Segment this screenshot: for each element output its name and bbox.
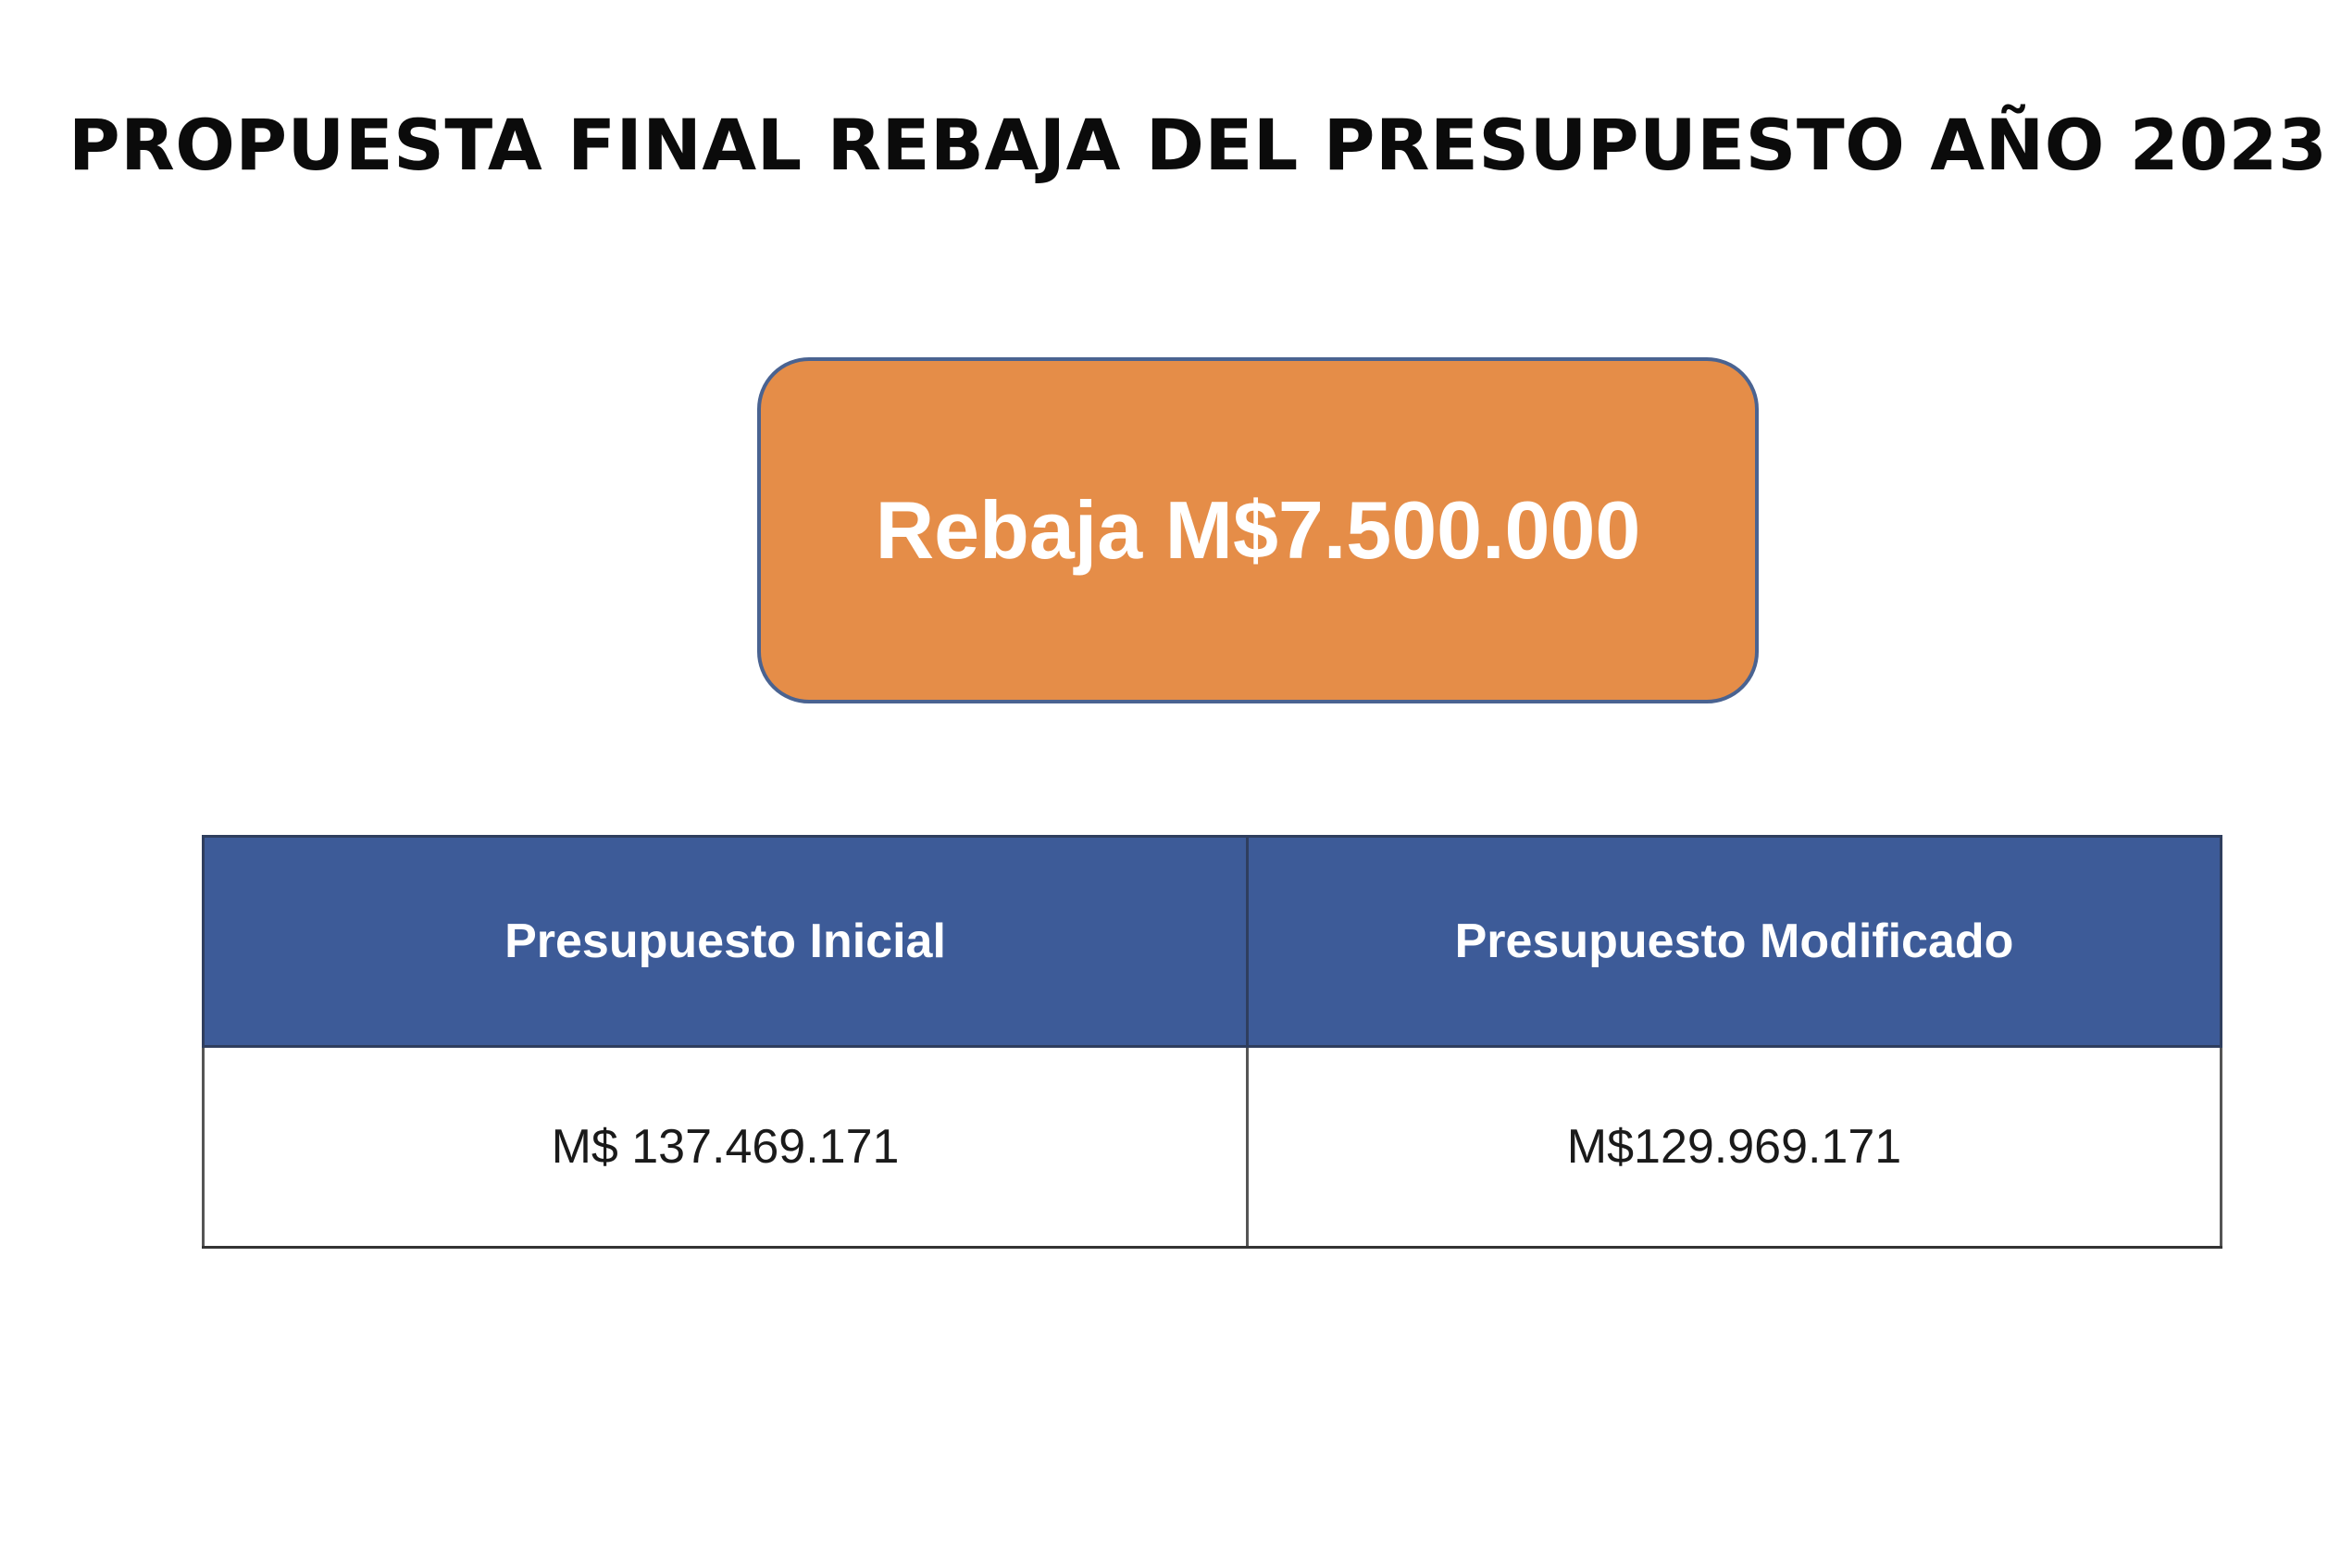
header-initial-budget: Presupuesto Inicial xyxy=(204,837,1248,1047)
reduction-callout xyxy=(757,357,1759,703)
table-header-row xyxy=(204,837,2222,1047)
modified-budget-value: M$129.969.171 xyxy=(1248,1047,2222,1248)
table-row xyxy=(204,1047,2222,1248)
reduction-amount: Rebaja M$7.500.000 xyxy=(875,484,1641,576)
slide-title: PROPUESTA FINAL REBAJA DEL PRESUPUESTO AÑO 2023 xyxy=(68,104,2328,186)
header-modified-budget: Presupuesto Modificado xyxy=(1248,837,2222,1047)
initial-budget-value: M$ 137.469.171 xyxy=(204,1047,1248,1248)
budget-table xyxy=(202,835,2222,1249)
